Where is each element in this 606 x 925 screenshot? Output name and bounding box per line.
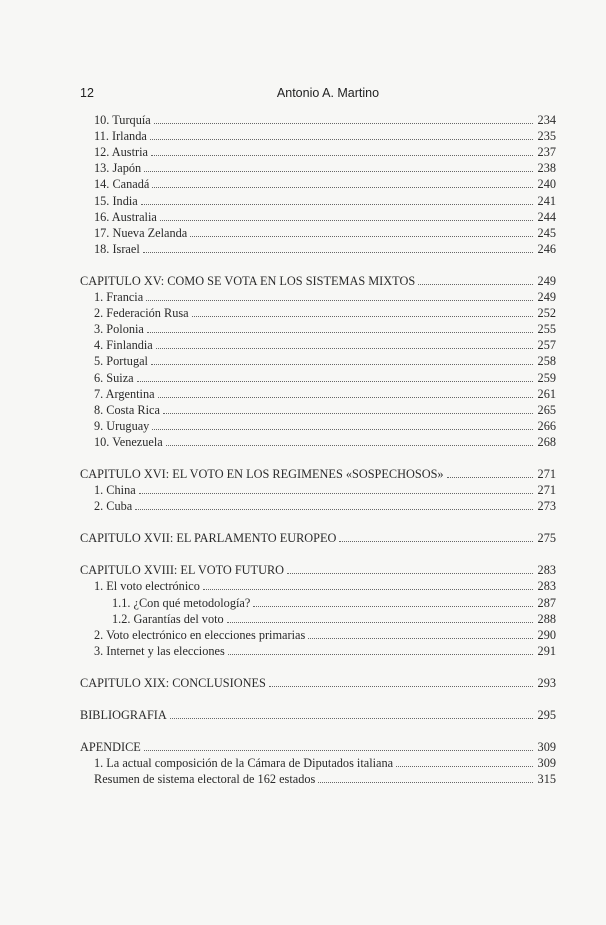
toc-entry	[80, 305, 556, 321]
toc-entry	[80, 482, 556, 498]
toc-entry-page: 295	[537, 708, 556, 722]
toc-entry-page: 249	[537, 273, 556, 288]
toc-entry-page: 275	[537, 531, 556, 546]
dot-leader	[158, 397, 533, 398]
page-header	[80, 86, 556, 104]
toc-entry	[80, 418, 556, 434]
table-of-contents	[80, 112, 556, 787]
dot-leader	[227, 622, 533, 623]
toc-entry	[80, 289, 556, 305]
toc-chapter-entry	[80, 273, 556, 289]
toc-entry-title: BIBLIOGRAFIA	[80, 708, 167, 722]
toc-entry-title: 6. Suiza	[94, 370, 134, 385]
toc-entry	[80, 611, 556, 627]
toc-entry-page: 273	[537, 499, 556, 514]
dot-leader	[160, 220, 533, 221]
toc-entry-page: 266	[537, 418, 556, 433]
toc-entry-page: 261	[537, 386, 556, 401]
dot-leader	[143, 252, 533, 253]
dot-leader	[190, 236, 533, 237]
toc-entry	[80, 209, 556, 225]
toc-entry-title: 3. Polonia	[94, 322, 144, 337]
dot-leader	[147, 332, 533, 333]
toc-entry-page: 258	[537, 354, 556, 369]
toc-chapter-entry	[80, 562, 556, 578]
dot-leader	[137, 381, 533, 382]
toc-entry	[80, 144, 556, 160]
toc-entry-page: 234	[537, 113, 556, 128]
toc-entry-title: 7. Argentina	[94, 386, 155, 401]
toc-entry-title: 5. Portugal	[94, 354, 148, 369]
toc-entry-title: 1.2. Garantías del voto	[112, 611, 224, 626]
toc-entry-page: 255	[537, 322, 556, 337]
dot-leader	[154, 123, 533, 124]
dot-leader	[269, 686, 533, 687]
dot-leader	[152, 429, 533, 430]
section-gap	[80, 723, 556, 739]
toc-entry-title: 17. Nueva Zelanda	[94, 225, 188, 240]
toc-entry-page: 271	[537, 483, 556, 498]
toc-entry-page: 268	[537, 434, 556, 449]
dot-leader	[150, 139, 533, 140]
toc-entry-page: 271	[537, 466, 556, 481]
toc-entry	[80, 498, 556, 514]
toc-entry-title: CAPITULO XVI: EL VOTO EN LOS REGIMENES «SOSPECHOSOS»	[80, 466, 444, 481]
dot-leader	[287, 573, 533, 574]
toc-entry	[80, 755, 556, 771]
toc-chapter-entry	[80, 530, 556, 546]
section-gap	[80, 450, 556, 466]
section-gap	[80, 514, 556, 530]
page-number: 12	[80, 86, 94, 100]
dot-leader	[144, 171, 533, 172]
toc-entry-page: 241	[537, 193, 556, 208]
toc-entry-page: 252	[537, 306, 556, 321]
dot-leader	[151, 155, 533, 156]
dot-leader	[152, 187, 533, 188]
toc-entry	[80, 337, 556, 353]
dot-leader	[141, 204, 533, 205]
toc-entry	[80, 160, 556, 176]
toc-entry	[80, 369, 556, 385]
dot-leader	[156, 348, 533, 349]
toc-entry-page: 235	[537, 129, 556, 144]
toc-entry-title: 1. Francia	[94, 290, 144, 305]
toc-entry	[80, 225, 556, 241]
toc-entry-page: 309	[537, 740, 556, 755]
toc-entry-title: 2. Cuba	[94, 499, 133, 514]
toc-entry-page: 291	[537, 643, 556, 658]
toc-entry-title: 9. Uruguay	[94, 418, 150, 433]
toc-chapter-entry	[80, 675, 556, 691]
section-gap	[80, 546, 556, 562]
toc-entry-title: 4. Finlandia	[94, 338, 153, 353]
toc-entry	[80, 192, 556, 208]
dot-leader	[151, 364, 533, 365]
toc-entry-title: 8. Costa Rica	[94, 402, 160, 417]
toc-entry-title: 1. El voto electrónico	[94, 579, 200, 594]
toc-entry	[80, 386, 556, 402]
dot-leader	[318, 782, 533, 783]
toc-entry-title: CAPITULO XVIII: EL VOTO FUTURO	[80, 563, 285, 578]
toc-entry-title: 1. China	[94, 483, 136, 498]
toc-entry-title: Resumen de sistema electoral de 162 estados	[94, 772, 316, 787]
toc-entry-page: 246	[537, 241, 556, 256]
dot-leader	[163, 413, 533, 414]
toc-entry	[80, 321, 556, 337]
toc-entry-title: 10. Venezuela	[94, 434, 163, 449]
toc-entry-title: 2. Voto electrónico en elecciones primarias	[94, 627, 306, 642]
toc-entry-page: 245	[537, 225, 556, 240]
toc-entry-page: 265	[537, 402, 556, 417]
toc-entry-title: 1. La actual composición de la Cámara de Diputados italiana	[94, 756, 394, 771]
toc-entry-title: CAPITULO XIX: CONCLUSIONES	[80, 675, 266, 690]
toc-entry	[80, 578, 556, 594]
dot-leader	[146, 300, 533, 301]
toc-entry-title: 10. Turquía	[94, 113, 151, 128]
toc-entry-title: 3. Internet y las elecciones	[94, 643, 225, 658]
dot-leader	[139, 493, 533, 494]
dot-leader	[447, 477, 533, 478]
toc-entry	[80, 643, 556, 659]
toc-entry-page: 283	[537, 579, 556, 594]
toc-entry-page: 249	[537, 290, 556, 305]
toc-entry-page: 293	[537, 675, 556, 690]
toc-entry-page: 238	[537, 161, 556, 176]
toc-chapter-entry	[80, 466, 556, 482]
section-gap	[80, 691, 556, 707]
dot-leader	[228, 654, 533, 655]
dot-leader	[135, 509, 533, 510]
toc-entry-title: 14. Canadá	[94, 177, 150, 192]
dot-leader	[144, 750, 533, 751]
dot-leader	[418, 284, 533, 285]
toc-entry-page: 240	[537, 177, 556, 192]
toc-entry	[80, 112, 556, 128]
toc-entry-page: 288	[537, 611, 556, 626]
toc-entry-title: CAPITULO XV: COMO SE VOTA EN LOS SISTEMAS MIXTOS	[80, 273, 416, 288]
toc-entry	[80, 627, 556, 643]
toc-entry-title: 18. Israel	[94, 241, 140, 256]
toc-entry-page: 259	[537, 370, 556, 385]
dot-leader	[170, 718, 533, 719]
dot-leader	[203, 589, 533, 590]
toc-entry-page: 309	[537, 756, 556, 771]
section-gap	[80, 659, 556, 675]
toc-entry-title: 15. India	[94, 193, 138, 208]
toc-entry-title: 2. Federación Rusa	[94, 306, 189, 321]
toc-entry-title: 11. Irlanda	[94, 129, 147, 144]
dot-leader	[192, 316, 533, 317]
toc-chapter-entry	[80, 739, 556, 755]
toc-entry	[80, 128, 556, 144]
toc-entry	[80, 176, 556, 192]
toc-entry-title: 16. Australia	[94, 209, 157, 224]
toc-entry-title: 12. Austria	[94, 145, 148, 160]
toc-entry-title: 13. Japón	[94, 161, 142, 176]
toc-entry-page: 283	[537, 563, 556, 578]
dot-leader	[253, 606, 533, 607]
toc-entry	[80, 594, 556, 610]
dot-leader	[339, 541, 533, 542]
toc-chapter-entry	[80, 707, 556, 723]
section-gap	[80, 257, 556, 273]
toc-entry-page: 257	[537, 338, 556, 353]
toc-entry	[80, 353, 556, 369]
toc-entry	[80, 771, 556, 787]
toc-entry-page: 290	[537, 627, 556, 642]
dot-leader	[396, 766, 533, 767]
toc-entry-title: CAPITULO XVII: EL PARLAMENTO EUROPEO	[80, 531, 337, 546]
dot-leader	[308, 638, 533, 639]
toc-entry-page: 315	[537, 772, 556, 787]
toc-entry	[80, 241, 556, 257]
running-head: Antonio A. Martino	[276, 86, 380, 100]
toc-entry	[80, 434, 556, 450]
toc-entry-title: APENDICE	[80, 740, 141, 755]
toc-entry-page: 244	[537, 209, 556, 224]
dot-leader	[166, 445, 533, 446]
toc-entry-page: 237	[537, 145, 556, 160]
toc-entry	[80, 402, 556, 418]
toc-entry-page: 287	[537, 595, 556, 610]
toc-entry-title: 1.1. ¿Con qué metodología?	[112, 595, 251, 610]
